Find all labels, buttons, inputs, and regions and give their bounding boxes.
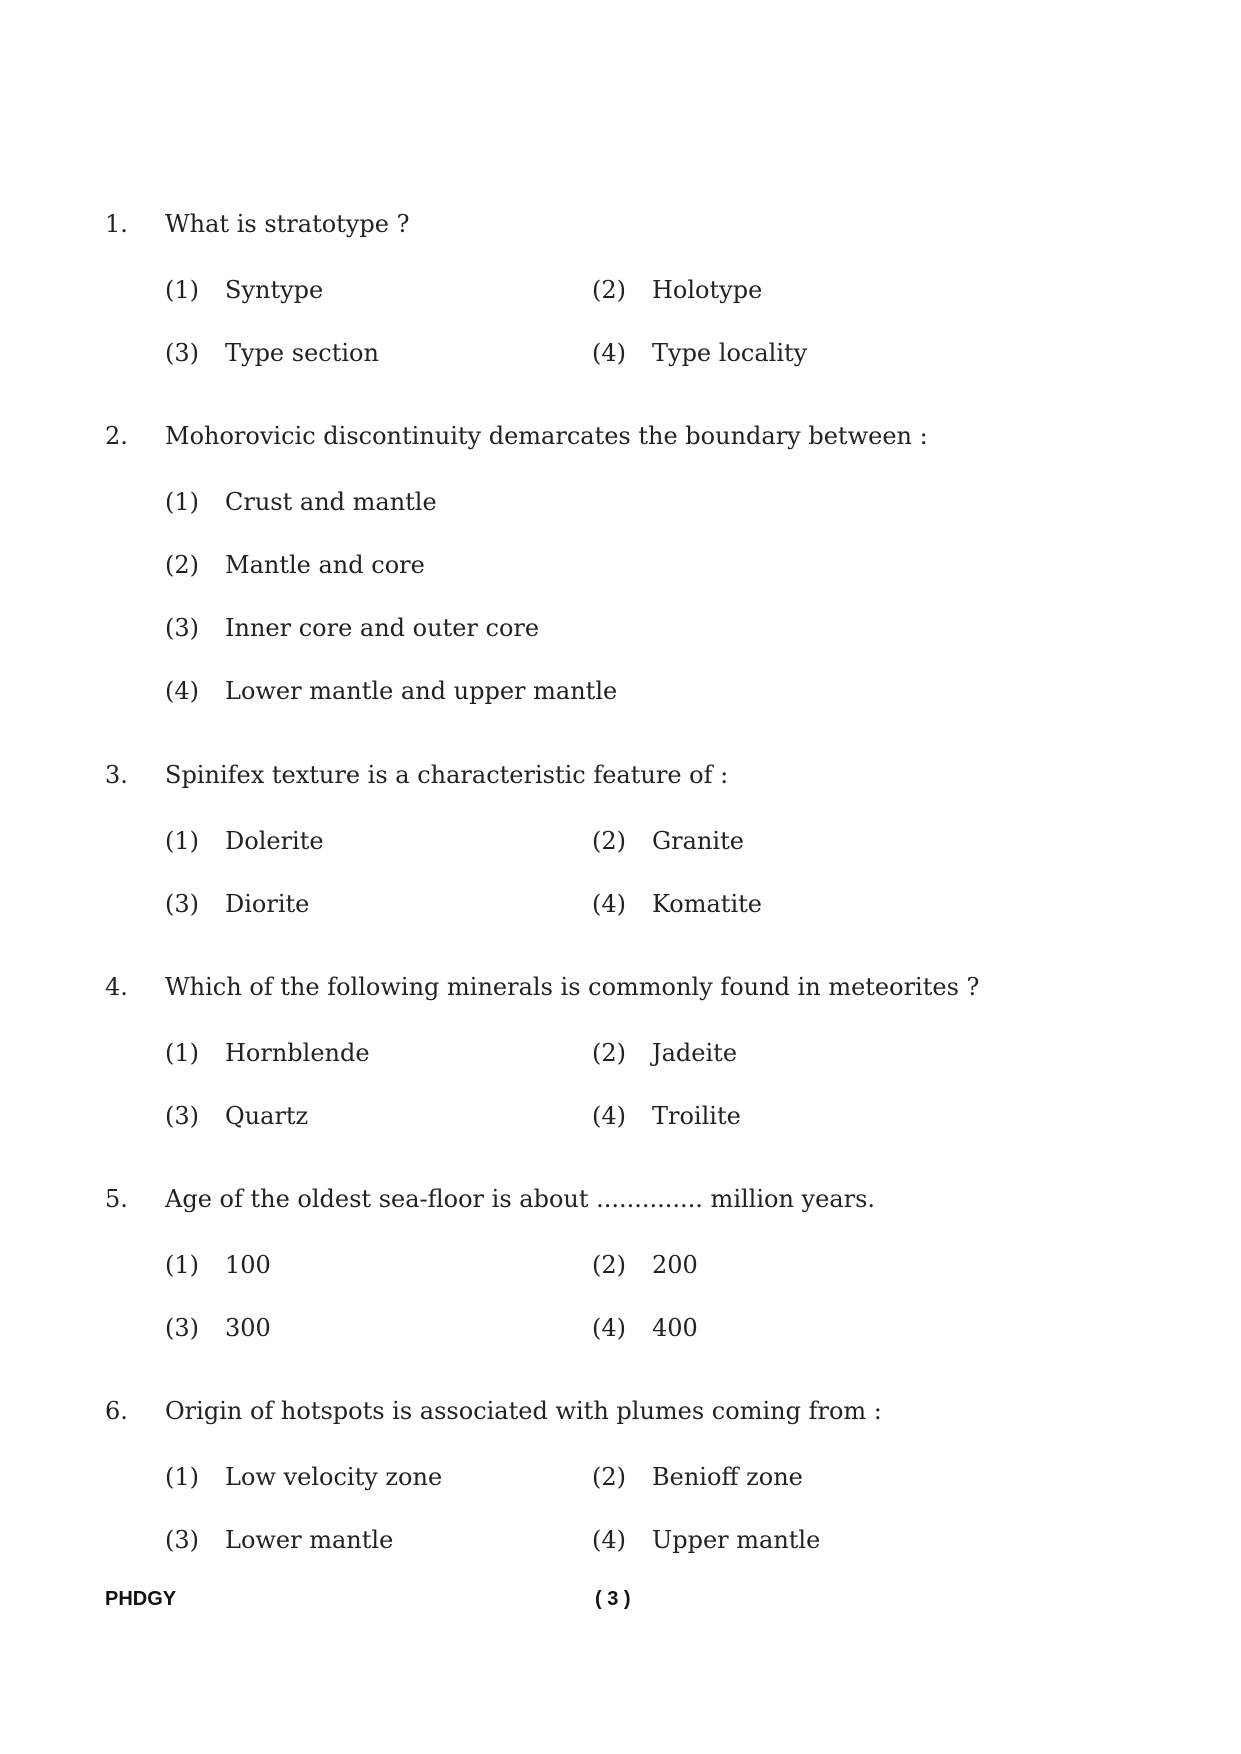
question-number: 6.	[105, 1397, 128, 1425]
option-label: (2)	[165, 551, 199, 579]
page-number: ( 3 )	[595, 1588, 631, 1610]
option-label: (2)	[592, 827, 626, 855]
question-text: Origin of hotspots is associated with plumes coming from :	[165, 1397, 882, 1425]
option-label: (2)	[592, 1251, 626, 1279]
question-stem	[105, 202, 1155, 246]
option-label: (3)	[165, 1314, 199, 1342]
question-number: 3.	[105, 761, 128, 789]
question-4	[105, 965, 1155, 1161]
option-label: (4)	[592, 339, 626, 367]
option-text: Syntype	[225, 276, 324, 304]
question-stem	[105, 1389, 1155, 1433]
option-text: Mantle and core	[225, 551, 425, 579]
question-text: Mohorovicic discontinuity demarcates the boundary between :	[165, 422, 928, 450]
option-text: Jadeite	[652, 1039, 738, 1067]
question-number: 5.	[105, 1185, 128, 1213]
question-stem	[105, 753, 1155, 797]
question-number: 1.	[105, 210, 128, 238]
option-label: (4)	[165, 677, 199, 705]
option-text: Type section	[225, 339, 379, 367]
option-text: Komatite	[652, 890, 762, 918]
option-text: Crust and mantle	[225, 488, 437, 516]
option-text: Troilite	[652, 1102, 741, 1130]
option-text: Quartz	[225, 1102, 309, 1130]
question-text: What is stratotype ?	[165, 210, 410, 238]
option-text: Inner core and outer core	[225, 614, 540, 642]
option-label: (4)	[592, 1314, 626, 1342]
option-text: Type locality	[652, 339, 808, 367]
question-number: 2.	[105, 422, 128, 450]
option-label: (1)	[165, 1251, 199, 1279]
option-text: Granite	[652, 827, 744, 855]
option-label: (3)	[165, 1102, 199, 1130]
option-label: (3)	[165, 339, 199, 367]
option-text: Dolerite	[225, 827, 324, 855]
option-label: (2)	[592, 276, 626, 304]
options-grid	[105, 1247, 1155, 1373]
question-2	[105, 414, 1155, 736]
option-text: Low velocity zone	[225, 1463, 443, 1491]
option-text: Upper mantle	[652, 1526, 821, 1554]
option-label: (2)	[592, 1463, 626, 1491]
options-grid	[105, 1459, 1155, 1585]
question-text: Spinifex texture is a characteristic feature of :	[165, 761, 729, 789]
option-text: 300	[225, 1314, 271, 1342]
option-text: Benioff zone	[652, 1463, 803, 1491]
option-label: (2)	[592, 1039, 626, 1067]
option-label: (3)	[165, 1526, 199, 1554]
option-text: Hornblende	[225, 1039, 370, 1067]
question-3	[105, 753, 1155, 949]
booklet-code: PHDGY	[105, 1588, 177, 1610]
option-label: (4)	[592, 1526, 626, 1554]
question-5	[105, 1177, 1155, 1373]
option-text: 400	[652, 1314, 698, 1342]
question-1	[105, 202, 1155, 398]
option-text: 100	[225, 1251, 271, 1279]
option-text: 200	[652, 1251, 698, 1279]
option-text: Lower mantle	[225, 1526, 394, 1554]
question-stem	[105, 414, 1155, 458]
question-number: 4.	[105, 973, 128, 1001]
option-label: (3)	[165, 890, 199, 918]
option-label: (1)	[165, 276, 199, 304]
option-text: Holotype	[652, 276, 763, 304]
option-text: Diorite	[225, 890, 310, 918]
option-label: (1)	[165, 827, 199, 855]
option-label: (4)	[592, 1102, 626, 1130]
options-grid	[105, 1035, 1155, 1161]
question-text: Which of the following minerals is commonly found in meteorites ?	[165, 973, 980, 1001]
option-label: (3)	[165, 614, 199, 642]
option-label: (1)	[165, 488, 199, 516]
option-label: (4)	[592, 890, 626, 918]
options-grid	[105, 823, 1155, 949]
option-label: (1)	[165, 1039, 199, 1067]
option-text: Lower mantle and upper mantle	[225, 677, 618, 705]
options-list	[105, 484, 1155, 736]
option-label: (1)	[165, 1463, 199, 1491]
question-stem	[105, 965, 1155, 1009]
question-text: Age of the oldest sea-floor is about .............. million years.	[165, 1185, 876, 1213]
question-stem	[105, 1177, 1155, 1221]
options-grid	[105, 272, 1155, 398]
question-6	[105, 1389, 1155, 1585]
